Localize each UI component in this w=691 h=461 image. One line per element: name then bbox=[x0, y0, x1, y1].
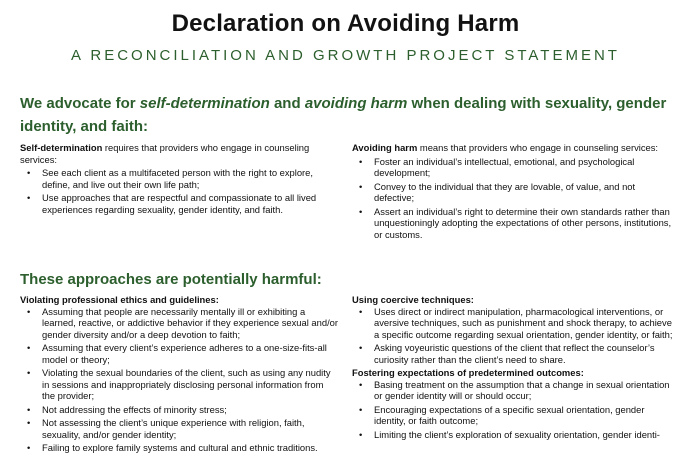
avoiding-harm-intro bbox=[352, 142, 674, 154]
avoiding-harm-lead: means that providers who engage in counseling services: bbox=[417, 142, 659, 153]
coercive-techniques-list bbox=[352, 306, 674, 366]
advocate-heading-part-2: and bbox=[269, 95, 305, 112]
violating-ethics-column bbox=[20, 294, 338, 456]
list-item: • Basing treatment on the assumption that a change in sexual orientation or gender identity will or should occur; bbox=[374, 379, 674, 402]
list-item: • Assuming that every client’s experience adheres to a one-size-fits-all model or theory; bbox=[42, 342, 338, 365]
page-subtitle: A RECONCILIATION AND GROWTH PROJECT STATEMENT bbox=[71, 47, 620, 64]
self-determination-lead: requires that providers who engage in counseling services: bbox=[20, 142, 310, 165]
violating-ethics-list bbox=[20, 306, 338, 454]
list-item: • Asking voyeuristic questions of the client that reflect the counselor’s curiosity rather than the client’s need to share. bbox=[374, 342, 674, 365]
harmful-heading: These approaches are potentially harmful: bbox=[20, 271, 322, 288]
list-item: • Assert an individual’s right to determine their own standards rather than unquestioningly adopting the expectations of other persons, institutions, or customs. bbox=[374, 206, 674, 241]
list-item: • Convey to the individual that they are lovable, of value, and not defective; bbox=[374, 181, 674, 204]
violating-ethics-subhead: Violating professional ethics and guidelines: bbox=[20, 294, 219, 305]
list-item: • Failing to explore family systems and cultural and ethnic traditions. bbox=[42, 442, 338, 454]
list-item: • Use approaches that are respectful and compassionate to all lived experiences regarding sexuality, gender identity, and faith. bbox=[42, 192, 338, 215]
list-item: • Foster an individual’s intellectual, emotional, and psychological development; bbox=[374, 156, 674, 179]
predetermined-outcomes-list bbox=[352, 379, 674, 441]
self-determination-column bbox=[20, 142, 338, 217]
avoiding-harm-term: Avoiding harm bbox=[352, 142, 418, 153]
list-item: • Limiting the client’s exploration of sexuality orientation, gender identi- bbox=[374, 429, 674, 441]
avoiding-harm-list bbox=[352, 156, 674, 241]
predetermined-outcomes-subhead: Fostering expectations of predetermined outcomes: bbox=[352, 367, 584, 378]
advocate-heading-emphasis-1: self-determination bbox=[139, 95, 270, 112]
coercive-techniques-column bbox=[352, 294, 674, 442]
list-item: • See each client as a multifaceted person with the right to explore, define, and live out their own life path; bbox=[42, 167, 338, 190]
advocate-heading-emphasis-2: avoiding harm bbox=[304, 95, 408, 112]
avoiding-harm-column bbox=[352, 142, 674, 242]
page-title: Declaration on Avoiding Harm bbox=[171, 10, 520, 37]
self-determination-intro bbox=[20, 142, 338, 165]
list-item: • Not assessing the client’s unique experience with religion, faith, sexuality, and/or gender identity; bbox=[42, 417, 338, 440]
list-item: • Assuming that people are necessarily mentally ill or exhibiting a learned, reactive, or addictive behavior if they experience sexual and/or gender diversity and/or a deep devotion to faith; bbox=[42, 306, 338, 341]
self-determination-term: Self-determination bbox=[20, 142, 103, 153]
list-item: • Not addressing the effects of minority stress; bbox=[42, 404, 338, 416]
coercive-techniques-subhead: Using coercive techniques: bbox=[352, 294, 474, 305]
list-item: • Encouraging expectations of a specific sexual orientation, gender identity, or faith outcome; bbox=[374, 404, 674, 427]
self-determination-list bbox=[20, 167, 338, 215]
list-item: • Violating the sexual boundaries of the client, such as using any nudity in sessions and inappropriately disclosing personal information from the provider; bbox=[42, 367, 338, 402]
advocate-heading bbox=[20, 92, 680, 138]
list-item: • Uses direct or indirect manipulation, pharmacological interventions, or aversive techniques, such as punishment and shock therapy, to achieve a specific outcome regarding sexual orientation, gender identity, or faith; bbox=[374, 306, 674, 341]
advocate-heading-part-3: when dealing with sexuality, gender identity, and faith: bbox=[20, 95, 667, 135]
advocate-heading-part-1: We advocate for bbox=[20, 95, 140, 112]
